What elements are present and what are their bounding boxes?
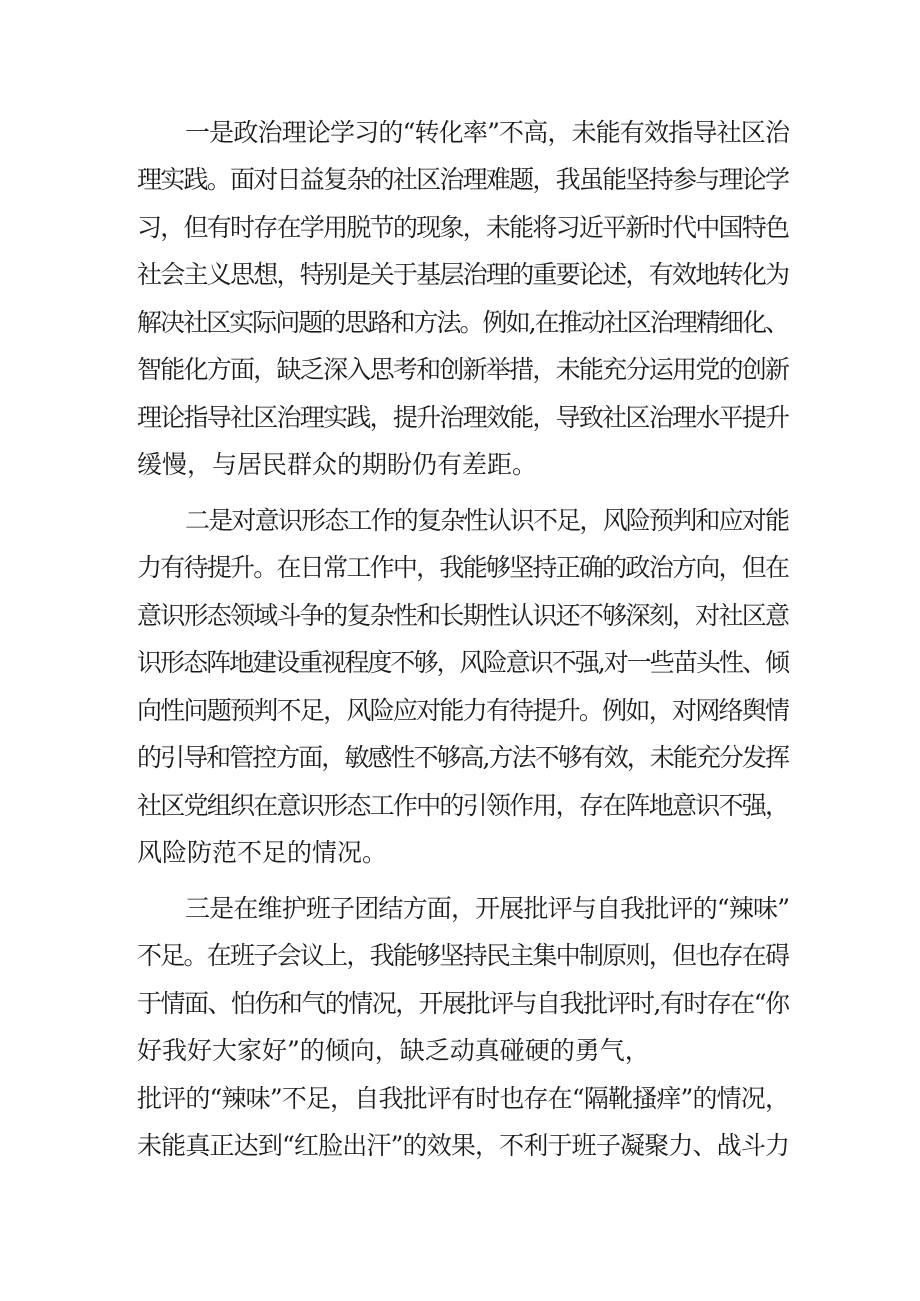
text-line xyxy=(0,157,920,203)
text-line xyxy=(0,205,920,251)
line-text: 三是在维护班子团结方面，开展批评与自我批评的“辣味” xyxy=(185,894,790,923)
line-text: 力有待提升。在日常工作中，我能够坚持正确的政治方向，但在 xyxy=(137,553,789,582)
line-text: 不足。在班子会议上，我能够坚持民主集中制原则，但也存在碍 xyxy=(137,941,789,970)
text-line xyxy=(0,110,920,156)
text-line xyxy=(0,640,920,686)
text-line xyxy=(0,593,920,639)
text-line xyxy=(0,783,920,829)
line-text: 向性问题预判不足，风险应对能力有待提升。例如，对网络舆情 xyxy=(137,696,789,725)
line-text: 二是对意识形态工作的复杂性认识不足，风险预判和应对能 xyxy=(185,506,789,535)
text-line xyxy=(0,300,920,346)
line-text: 社会主义思想，特别是关于基层治理的重要论述，有效地转化为 xyxy=(137,260,789,289)
text-line xyxy=(0,735,920,781)
line-text: 解决社区实际问题的思路和方法。例如,在推动社区治理精细化、 xyxy=(137,308,789,337)
line-text: 智能化方面，缺乏深入思考和创新举措，未能充分运用党的创新 xyxy=(137,355,789,384)
text-line xyxy=(0,442,920,488)
text-line xyxy=(0,545,920,591)
line-text: 批评的“辣味”不足，自我批评有时也存在“隔靴搔痒”的情况， xyxy=(137,1084,790,1113)
text-line xyxy=(0,1028,920,1074)
line-text: 理论指导社区治理实践，提升治理效能，导致社区治理水平提升 xyxy=(137,403,789,432)
text-line xyxy=(0,981,920,1027)
line-text: 未能真正达到“红脸出汗”的效果，不利于班子凝聚力、战斗力 xyxy=(137,1131,790,1160)
text-line xyxy=(0,886,920,932)
line-text: 理实践。面对日益复杂的社区治理难题，我虽能坚持参与理论学 xyxy=(137,165,789,194)
text-line xyxy=(0,688,920,734)
line-text: 的引导和管控方面，敏感性不够高,方法不够有效，未能充分发挥 xyxy=(137,743,789,772)
text-line xyxy=(0,395,920,441)
text-line xyxy=(0,252,920,298)
line-text: 好我好大家好”的倾向，缺乏动真碰硬的勇气， xyxy=(137,1036,650,1065)
line-text: 缓慢，与居民群众的期盼仍有差距。 xyxy=(137,450,538,479)
line-text: 于情面、怕伤和气的情况，开展批评与自我批评时,有时存在“你 xyxy=(137,989,789,1018)
text-line xyxy=(0,933,920,979)
line-text: 一是政治理论学习的“转化率”不高，未能有效指导社区治 xyxy=(185,118,790,147)
text-line xyxy=(0,830,920,876)
text-line xyxy=(0,347,920,393)
text-line xyxy=(0,1123,920,1169)
text-line xyxy=(0,498,920,544)
line-text: 识形态阵地建设重视程度不够，风险意识不强,对一些苗头性、倾 xyxy=(137,648,789,677)
line-text: 风险防范不足的情况。 xyxy=(137,838,388,867)
text-line xyxy=(0,1076,920,1122)
line-text: 习，但有时存在学用脱节的现象，未能将习近平新时代中国特色 xyxy=(137,213,789,242)
line-text: 社区党组织在意识形态工作中的引领作用，存在阵地意识不强， xyxy=(137,791,789,820)
line-text: 意识形态领域斗争的复杂性和长期性认识还不够深刻，对社区意 xyxy=(137,601,789,630)
